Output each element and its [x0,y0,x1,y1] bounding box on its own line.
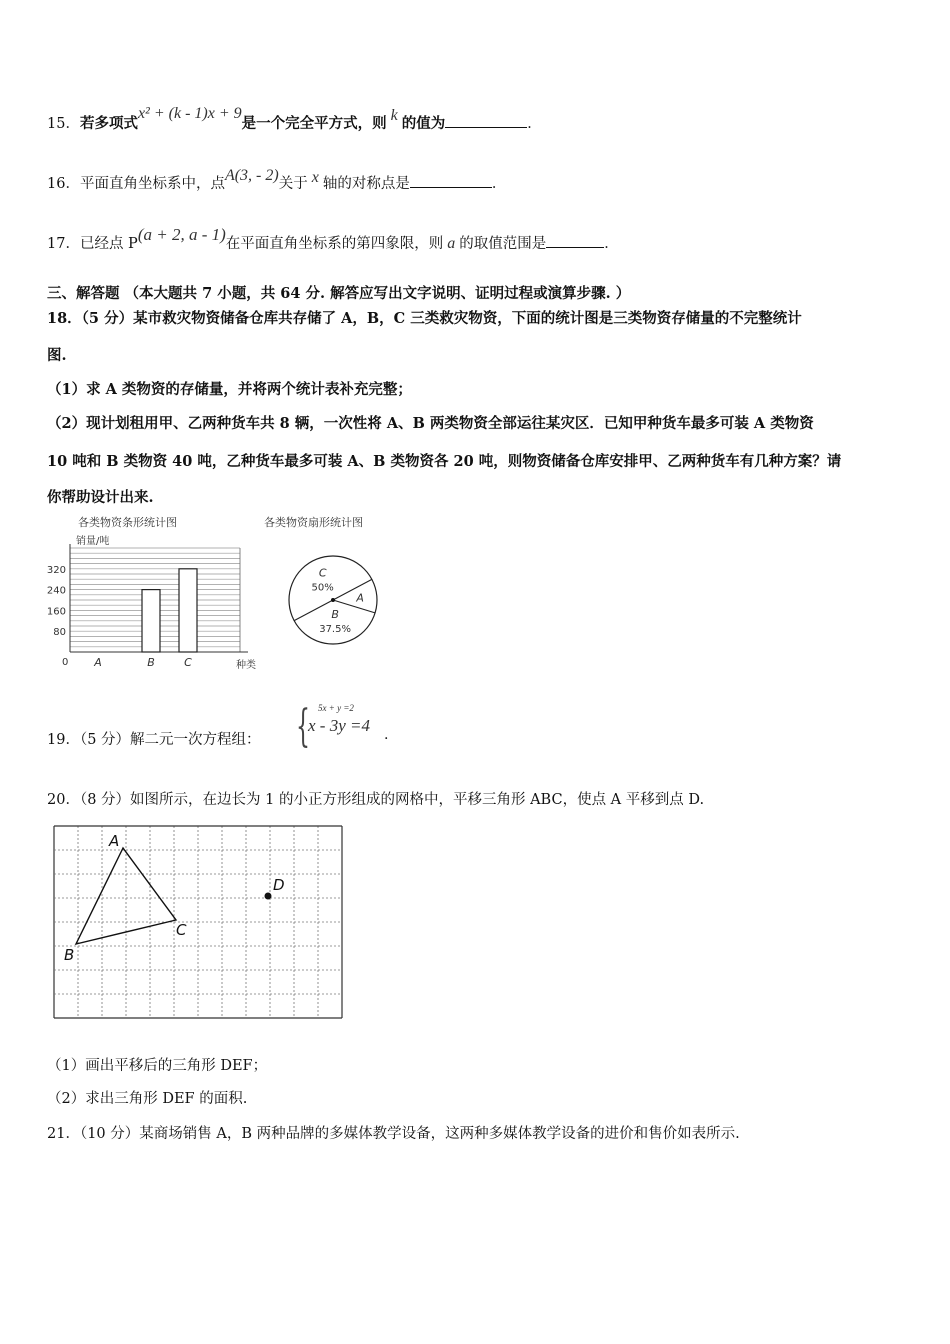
slice-label-b: B [331,607,339,621]
equation-2: x - 3y =4 [308,716,370,735]
question-text: 若多项式 [79,115,138,132]
bar-chart [40,510,270,675]
question-21: 21．（10 分）某商场销售 A，B 两种品牌的多媒体教学设备，这两种多媒体教学设备的进价和售价如表所示. [47,1126,740,1142]
question-18-line1: 18．（5 分）某市救灾物资储备仓库共存储了 A，B，C 三类救灾物资，下面的统计图是三类物资存储量的不完整统计 [47,310,802,327]
pie-chart [258,512,398,662]
y-tick-label: 160 [46,606,66,618]
period: ． [604,236,619,252]
question-20: 20．（8 分）如图所示，在边长为 1 的小正方形组成的网格中，平移三角形 ABC，使点 A 平移到点 D. [47,792,705,808]
slice-label-a: A [356,591,364,605]
equation-system [296,701,389,753]
question-20-part1: （1）画出平移后的三角形 DEF； [47,1058,268,1074]
question-17 [47,225,619,253]
y-tick-label: 80 [53,627,66,639]
x-tick-label: C [184,656,192,669]
question-text: 已经点 P [79,236,138,252]
pie-slices [289,556,377,644]
question-number: 17． [47,236,80,252]
question-18-part2a: （2）现计划租用甲、乙两种货车共 8 辆，一次性将 A、B 两类物资全部运往某灾区．已知甲种货车最多可装 A 类物资 [47,415,814,432]
x-tick-label: A [94,656,102,669]
question-text: 在平面直角坐标系的第四象限，则 [225,236,444,252]
answer-blank [546,247,604,248]
question-text: 的取值范围是 [459,236,547,252]
polynomial-expression: x² + (k - 1)x + 9 [137,105,242,122]
label-b: B [64,946,75,964]
variable: a [447,235,456,252]
chart-title: 各类物资条形统计图 [78,516,177,529]
point-expression: (a + 2, a - 1) [137,225,226,244]
question-text: 平面直角坐标系中，点 [79,176,225,192]
question-18-part2c: 你帮助设计出来. [47,489,154,506]
answer-blank [410,187,492,188]
y-tick-label: 240 [46,585,66,597]
equation-1: 5x + y =2 [318,703,354,713]
question-15 [47,105,542,133]
grid-figure [52,824,344,1020]
point-expression: A(3, - 2) [224,167,279,184]
bars [93,569,197,669]
bar-b [142,590,160,652]
y-axis-label: 销量/吨 [76,536,110,547]
pie-center [331,598,335,602]
period: ． [527,116,542,132]
brace-icon: { [296,701,310,752]
label-a: A [109,832,120,850]
variable: k [390,107,398,124]
x-axis-label: 种类 [236,660,256,671]
question-20-part2: （2）求出三角形 DEF 的面积. [47,1091,248,1107]
section-heading: 三、解答题 （本大题共 7 小题，共 64 分. 解答应写出文字说明、证明过程或演算步骤. ） [47,285,631,302]
grid-lines [54,826,342,1018]
question-text: 19．（5 分）解二元一次方程组： [47,732,261,748]
slice-percent-b: 37.5% [319,623,351,635]
question-number: 15． [47,116,80,132]
question-text: 轴的对称点是 [322,176,410,192]
question-18-part2b: 10 吨和 B 类物资 40 吨，乙种货车最多可装 A、B 类物资各 20 吨，则物资储备仓库安排甲、乙两种货车有几种方案？请 [47,453,842,470]
variable: x [311,169,319,186]
period: . [384,727,389,743]
question-text: 的值为 [401,115,446,132]
chart-title: 各类物资扇形统计图 [264,516,363,529]
label-d: D [273,876,285,894]
slice-percent-c: 50% [311,582,334,594]
question-text: 是一个完全平方式，则 [241,115,387,132]
question-text: 关于 [278,176,308,192]
question-18-line2: 图. [47,347,67,364]
point-d-dot [265,893,272,900]
question-19 [47,728,261,749]
label-c: C [176,921,187,939]
slice-label-c: C [318,566,327,580]
question-18-part1: （1）求 A 类物资的存储量，并将两个统计表补充完整； [47,381,412,398]
y-tick-label: 320 [46,564,66,576]
question-16 [47,167,507,193]
x-tick-label: B [147,656,155,669]
bar-c [179,569,197,652]
answer-blank [445,127,527,128]
origin-label: 0 [62,657,69,668]
question-number: 16． [47,176,80,192]
period: ． [491,176,507,192]
